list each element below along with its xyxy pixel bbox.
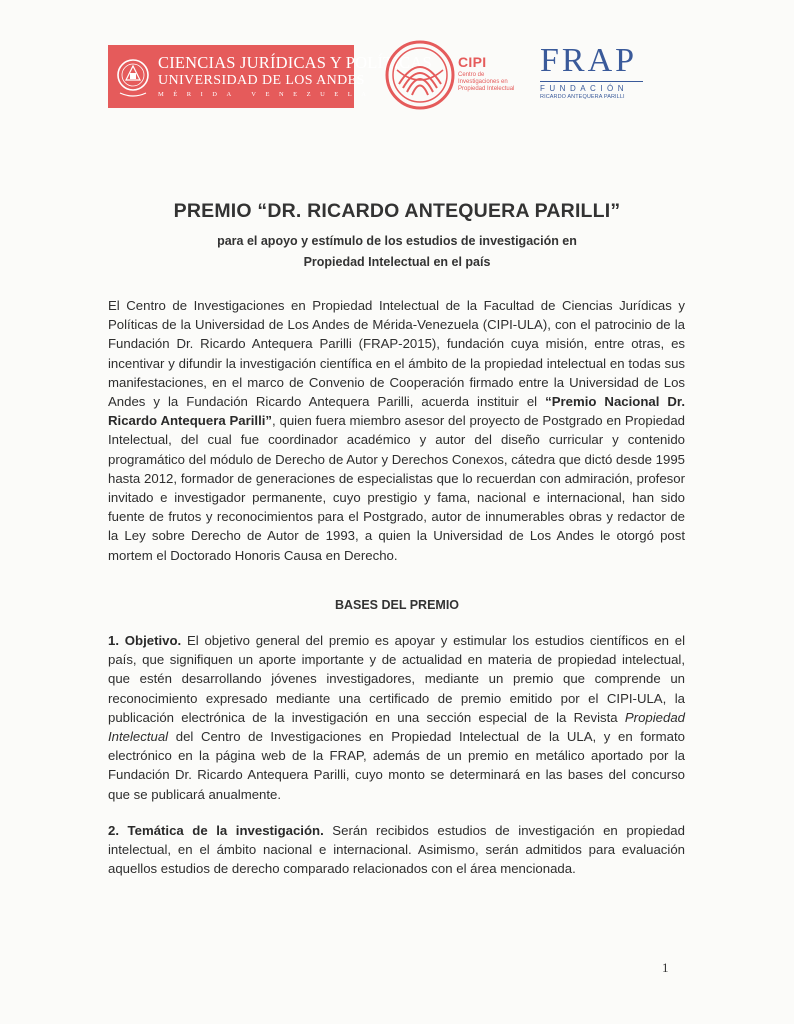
objetivo-heading: 1. Objetivo. bbox=[108, 633, 182, 648]
intro-text-part1: El Centro de Investigaciones en Propiedad Intelectual de la Facultad de Ciencias Jurídicas y Políticas de la Universidad de Los Andes de Mérida-Venezuela (CIPI-ULA), con el patrocinio de la Fundación Dr. Ricardo Antequera Parilli (FRAP-2015), fundación cuya misión, entre otras, es incentivar y difundir la investigación científica en el ámbito de la propiedad intelectual en todas sus manifestaciones, en el marco de Convenio de Cooperación firmado entre la Universidad de Los Andes y la Fundación Ricardo Antequera Parilli, acuerda instituir el bbox=[108, 298, 685, 410]
frap-logo bbox=[540, 44, 650, 104]
tematica-paragraph bbox=[108, 821, 685, 879]
document-title: PREMIO “DR. RICARDO ANTEQUERA PARILLI” bbox=[173, 200, 621, 222]
frap-logo-divider bbox=[540, 81, 643, 82]
objetivo-text-part2: del Centro de Investigaciones en Propiedad Intelectual de la ULA, y en formato electrónico en la página web de la FRAP, además de un premio en metálico aportado por la Fundación Dr. Ricardo Antequera Parilli, cuyo monto se determinará en las bases del concurso que se publicará anualmente. bbox=[108, 729, 685, 802]
bases-heading: BASES DEL PREMIO bbox=[334, 598, 460, 612]
intro-paragraph bbox=[108, 296, 685, 565]
cipi-logo-title: CIPI bbox=[458, 54, 487, 70]
ula-logo-line1: CIENCIAS JURÍDICAS Y POLÍTICAS bbox=[158, 52, 432, 72]
document-subtitle-line1: para el apoyo y estímulo de los estudios de investigación en bbox=[217, 234, 577, 248]
tematica-heading: 2. Temática de la investigación. bbox=[108, 823, 324, 838]
objetivo-text-part1: El objetivo general del premio es apoyar y estimular los estudios científicos en el país, que signifiquen un aporte importante y de actualidad en materia de propiedad intelectual, que estén desarrollando jóvenes investigadores, mediante un premio que comprende un reconocimiento expresado mediante una certificado de premio emitido por el CIPI-ULA, la publicación electrónica de la investigación en una sección especial de la Revista bbox=[108, 633, 685, 725]
cipi-logo bbox=[385, 40, 535, 112]
document-subtitle-line2: Propiedad Intelectual en el país bbox=[303, 255, 491, 269]
intro-text-part2: , quien fuera miembro asesor del proyecto de Postgrado en Propiedad Intelectual, del cual fue coordinador académico y autor del diseño curricular y contenido programático del módulo de Derecho de Autor y Derechos Conexos, cátedra que dictó desde 1995 hasta 2012, formador de generaciones de especialistas que lo recuerdan con admiración, profesor invitado e investigador permanente, cuyo prestigio y fama, nacional e internacional, han sido fuente de frutos y reconocimientos para el Postgrado, autor de innumerables obras y redactor de la Ley sobre Derecho de Autor de 1993, a quien la Universidad de Los Andes le otorgó post mortem el Doctorado Honoris Causa en Derecho. bbox=[108, 413, 685, 563]
tematica-text: Serán recibidos estudios de investigación en propiedad intelectual, en el ámbito nacional e internacional. Asimismo, serán admitidos para evaluación aquellos estudios de derecho comparado relacionados con el área mencionada. bbox=[108, 823, 685, 877]
frap-logo-line1: FUNDACIÓN bbox=[540, 84, 629, 93]
ula-logo-line2: UNIVERSIDAD DE LOS ANDES bbox=[158, 73, 365, 88]
frap-logo-title: FRAP bbox=[540, 42, 638, 79]
cipi-logo-subtitle: Centro de Investigaciones en Propiedad Intelectual bbox=[458, 72, 515, 92]
page-number: 1 bbox=[662, 960, 669, 975]
university-seal-icon bbox=[114, 51, 152, 103]
journal-name: Propiedad Intelectual bbox=[108, 709, 685, 745]
objetivo-paragraph bbox=[108, 631, 685, 804]
ula-logo-line3: MÉRIDA VENEZUELA bbox=[158, 91, 376, 98]
ula-faculty-logo bbox=[108, 45, 432, 108]
cipi-circle-icon bbox=[385, 40, 455, 110]
award-name: “Premio Nacional Dr. Ricardo Antequera Parilli” bbox=[108, 394, 685, 429]
frap-logo-line2: RICARDO ANTEQUERA PARILLI bbox=[540, 94, 625, 100]
